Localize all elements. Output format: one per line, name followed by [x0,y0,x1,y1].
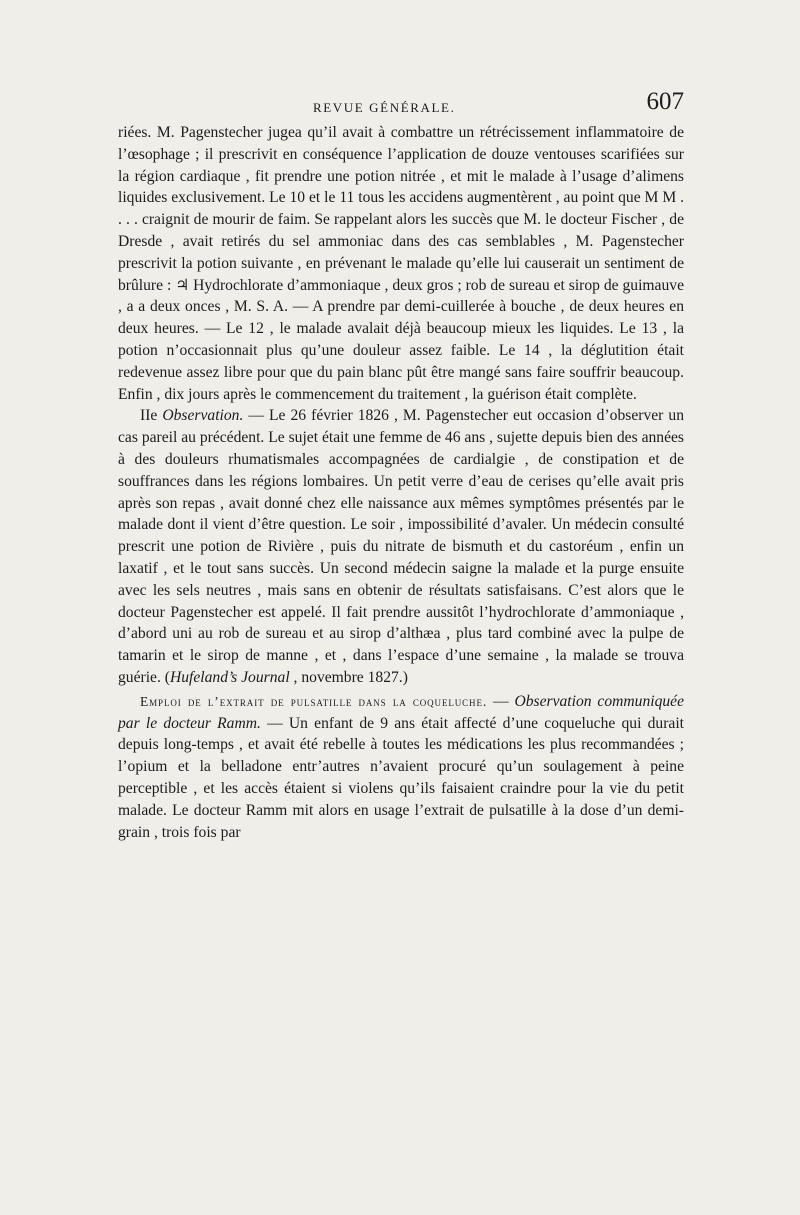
observation-title: Observation. [162,407,244,425]
page-number: 607 [646,88,684,115]
page-header [118,78,684,122]
paragraph-3 [118,691,684,844]
citation-date: , novembre 1827.) [289,668,408,686]
journal-citation: Hufeland’s Journal [169,668,290,686]
section-heading: Emploi de l’extrait de pulsatille dans la coqueluche. [140,693,488,709]
observation-text: — Le 26 février 1826 , M. Pagenstecher eut occasion d’observer un cas pareil au précédent. Le sujet était une femme de 46 ans , sujette depuis bien des années à des douleurs rhumatismales accompagnées de cardialgie , de constipation et de souffrances dans les régions lombaires. Un petit verre d’eau de cerises qu’elle avait pris après son repas , avait donné chez elle naissance aux mêmes symptômes présentés par le malade dont il vient d’être question. Le soir , impossibilité d’avaler. Un médecin consulté prescrit une potion de Rivière , puis du nitrate de bismuth et du castoréum , enfin un laxatif , et le tout sans succès. Un second médecin saigne la malade et la purge ensuite avec les sels neutres , mais sans en obtenir de résultats satisfaisans. C’est alors que le docteur Pagenstecher est appelé. Il fait prendre aussitôt l’hydrochlorate d’ammoniaque , d’abord uni au rob de sureau et au sirop d’althæa , plus tard combiné avec la pulpe de tamarin et le sirop de manne , et , dans l’espace d’une semaine , la malade se trouva guérie. ( [118,407,684,686]
book-page [118,78,684,1138]
observation-number: IIe [140,407,158,425]
paragraph-1: riées. M. Pagenstecher jugea qu’il avait à combattre un rétrécissement inflammatoire de l’œsophage ; il prescrivit en conséquence l’application de douze ventouses scarifiées sur la région cardiaque , fit prendre une potion nitrée , et mit le malade à l’usage d’alimens liquides exclusivement. Le 10 et le 11 tous les accidens augmentèrent , au point que M M . . . . craignit de mourir de faim. Se rappelant alors les succès que M. le docteur Fischer , de Dresde , avait retirés du sel ammoniac dans des cas semblables , M. Pagenstecher prescrivit la potion suivante , en prévenant le malade qu’elle lui causerait un sentiment de brûlure : ♃ Hydrochlorate d’ammoniaque , deux gros ; rob de sureau et sirop de guimauve , a a deux onces , M. S. A. — A prendre par demi-cuillerée à bouche , de deux heures en deux heures. — Le 12 , le malade avalait déjà beaucoup mieux les liquides. Le 13 , la potion n’occasionnait plus qu’une douleur assez faible. Le 14 , la déglutition était redevenue assez libre pour que du pain blanc pût être mangé sans faire souffrir beaucoup. Enfin , dix jours après le commencement du traitement , la guérison était complète. [118,124,684,403]
heading-dash: — [487,692,515,710]
section-subtitle: Observation communiquée par le docteur Ramm. [118,692,685,732]
running-head: REVUE GÉNÉRALE. [313,100,456,115]
section-text: — Un enfant de 9 ans était affecté d’une coqueluche qui durait depuis long-temps , et avait été rebelle à toutes les médications les plus recommandées ; l’opium et la belladone entr’autres n’avaient procuré qu’un soulagement à peine perceptible , et les accès étaient si violens qu’ils faisaient craindre pour la vie du petit malade. Le docteur Ramm mit alors en usage l’extrait de pulsatille à la dose d’un demi-grain , trois fois par [118,714,684,841]
page-body [118,122,684,843]
paragraph-2 [118,405,684,688]
